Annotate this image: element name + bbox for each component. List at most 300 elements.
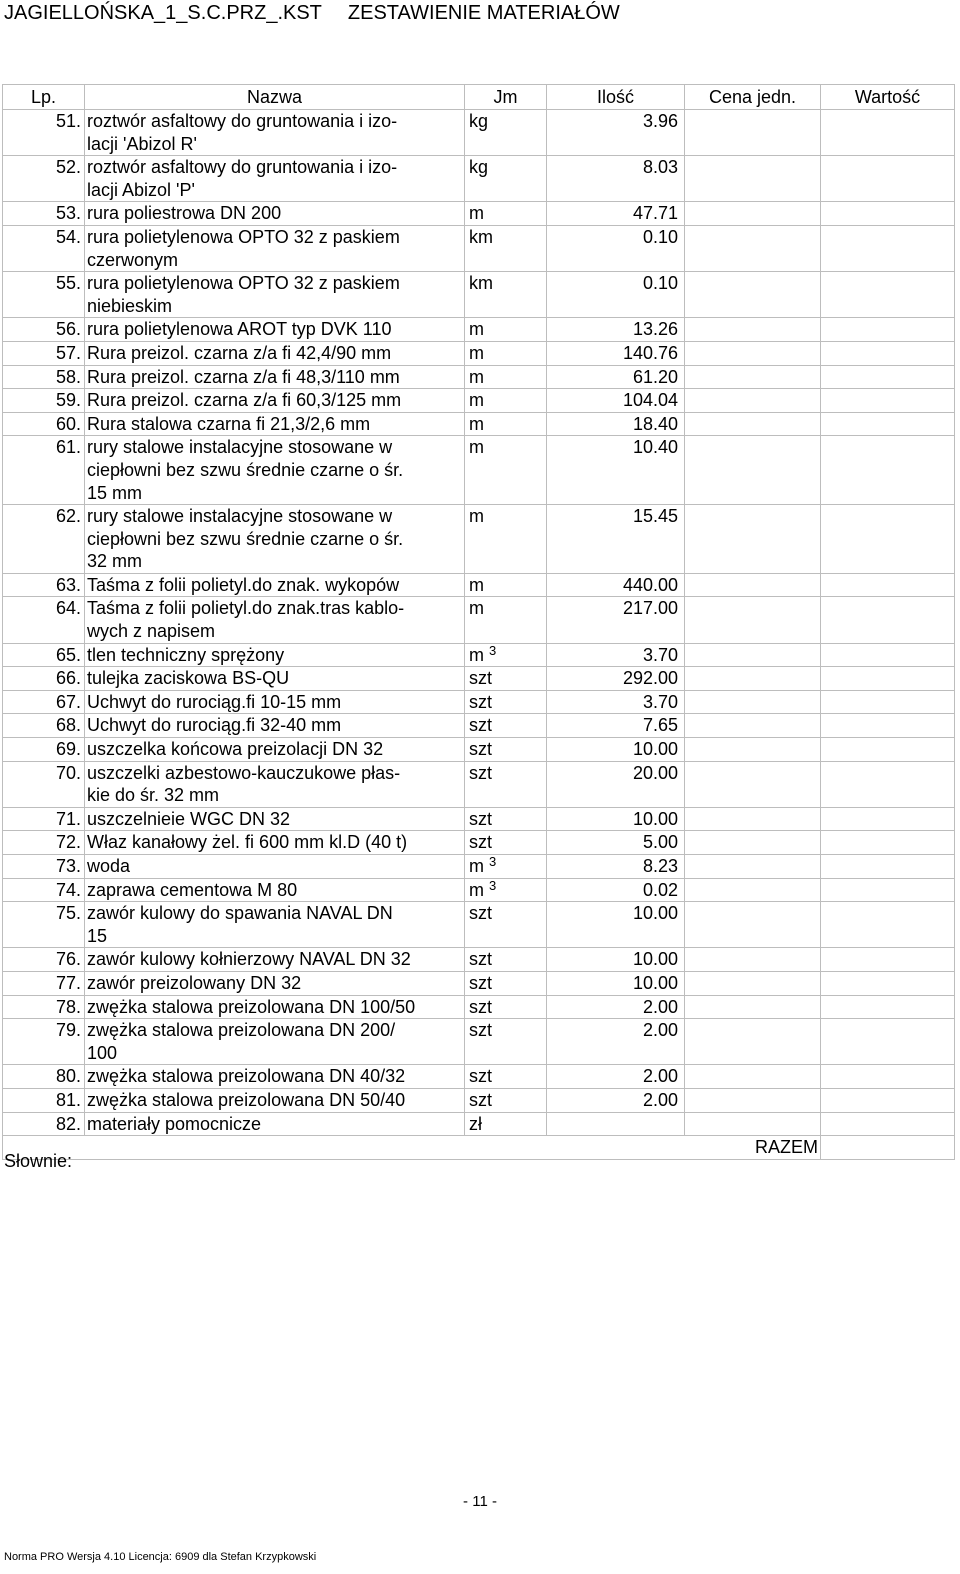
row-unit	[465, 667, 547, 691]
row-unit	[465, 389, 547, 413]
row-lp: 67.	[3, 690, 85, 714]
row-unit-exponent: 3	[489, 854, 497, 869]
table-row	[3, 341, 955, 365]
total-value	[821, 1136, 955, 1160]
row-name-line: zwężka stalowa preizolowana DN 200/	[87, 1020, 396, 1041]
page-number: - 11 -	[463, 1493, 497, 1510]
row-name	[85, 761, 465, 807]
row-unit	[465, 1088, 547, 1112]
table-row	[3, 110, 955, 156]
row-lp: 73.	[3, 855, 85, 879]
table-row	[3, 995, 955, 1019]
table-body	[3, 110, 955, 1136]
table-row	[3, 389, 955, 413]
row-lp: 78.	[3, 995, 85, 1019]
amount-in-words-label: Słownie:	[4, 1151, 73, 1171]
row-lp: 72.	[3, 831, 85, 855]
row-quantity: 47.71	[547, 202, 685, 226]
row-name	[85, 855, 465, 879]
row-value	[821, 436, 955, 505]
row-name-line: materiały pomocnicze	[87, 1113, 262, 1134]
row-name	[85, 110, 465, 156]
table-row	[3, 878, 955, 902]
column-header-lp: Lp.	[3, 85, 85, 110]
row-value	[821, 202, 955, 226]
row-quantity: 20.00	[547, 761, 685, 807]
row-value	[821, 738, 955, 762]
table-row	[3, 412, 955, 436]
table-row	[3, 1065, 955, 1089]
row-value	[821, 573, 955, 597]
row-lp: 56.	[3, 318, 85, 342]
row-value	[821, 597, 955, 643]
row-lp: 70.	[3, 761, 85, 807]
row-name	[85, 341, 465, 365]
row-name	[85, 643, 465, 667]
row-unit	[465, 1112, 547, 1136]
row-unit-price	[685, 318, 821, 342]
row-lp: 51.	[3, 110, 85, 156]
row-lp: 58.	[3, 365, 85, 389]
row-unit	[465, 272, 547, 318]
row-unit-price	[685, 156, 821, 202]
row-unit	[465, 690, 547, 714]
row-name	[85, 902, 465, 948]
row-unit-price	[685, 643, 821, 667]
row-name-line: tlen techniczny sprężony	[87, 644, 285, 665]
row-unit-price	[685, 807, 821, 831]
row-lp: 76.	[3, 948, 85, 972]
table-row	[3, 573, 955, 597]
row-quantity: 3.96	[547, 110, 685, 156]
row-name-line: woda	[87, 856, 131, 876]
row-quantity: 15.45	[547, 505, 685, 574]
row-value	[821, 389, 955, 413]
row-quantity: 292.00	[547, 667, 685, 691]
row-name	[85, 878, 465, 902]
row-name-line: rura polietylenowa AROT typ DVK 110	[87, 319, 392, 340]
table-row	[3, 831, 955, 855]
row-value	[821, 761, 955, 807]
row-lp: 77.	[3, 971, 85, 995]
row-name	[85, 436, 465, 505]
row-unit	[465, 365, 547, 389]
row-lp: 71.	[3, 807, 85, 831]
row-unit-text: kg	[469, 111, 489, 131]
row-name-line: Uchwyt do rurociąg.fi 10-15 mm	[87, 691, 342, 712]
table-row	[3, 714, 955, 738]
row-name	[85, 225, 465, 271]
row-value	[821, 412, 955, 436]
table-row	[3, 202, 955, 226]
row-quantity: 2.00	[547, 1019, 685, 1065]
row-name-line: Rura preizol. czarna z/a fi 48,3/110 mm	[87, 366, 400, 387]
row-quantity: 2.00	[547, 1088, 685, 1112]
row-quantity: 10.40	[547, 436, 685, 505]
row-unit-exponent: 3	[489, 642, 497, 658]
row-name	[85, 156, 465, 202]
file-name: JAGIELLOŃSKA_1_S.C.PRZ_.KST	[4, 2, 322, 24]
table-row	[3, 948, 955, 972]
row-quantity: 7.65	[547, 714, 685, 738]
row-unit-text: szt	[469, 1020, 493, 1041]
row-unit-text: szt	[469, 715, 493, 736]
row-quantity: 61.20	[547, 365, 685, 389]
row-quantity: 217.00	[547, 597, 685, 643]
row-unit-price	[685, 995, 821, 1019]
row-unit-text: km	[469, 226, 493, 247]
row-name-line: niebieskim	[87, 295, 173, 316]
row-unit-text: m	[469, 319, 484, 340]
row-name-line: Rura preizol. czarna z/a fi 60,3/125 mm	[87, 390, 402, 411]
row-unit-price	[685, 412, 821, 436]
row-unit-price	[685, 341, 821, 365]
row-lp: 57.	[3, 341, 85, 365]
row-unit-text: m	[469, 856, 484, 876]
row-name-line: rura poliestrowa DN 200	[87, 203, 282, 224]
row-unit-text: m	[469, 390, 484, 411]
row-lp: 68.	[3, 714, 85, 738]
row-unit-text: szt	[469, 949, 493, 970]
row-unit-text: szt	[469, 972, 493, 993]
row-unit	[465, 412, 547, 436]
table-row	[3, 807, 955, 831]
row-unit	[465, 202, 547, 226]
row-name-line: uszczelnieie WGC DN 32	[87, 808, 291, 829]
row-name-line: Taśma z folii polietyl.do znak. wykopów	[87, 574, 400, 595]
row-name	[85, 365, 465, 389]
row-unit-text: km	[469, 273, 493, 294]
row-lp: 64.	[3, 597, 85, 643]
column-header-qty: Ilość	[547, 85, 685, 110]
row-name-line: rury stalowe instalacyjne stosowane w	[87, 506, 393, 527]
row-name-line: Rura preizol. czarna z/a fi 42,4/90 mm	[87, 342, 392, 363]
row-unit	[465, 643, 547, 667]
row-name-line: lacji Abizol 'P'	[87, 179, 195, 200]
row-unit	[465, 341, 547, 365]
row-unit-price	[685, 855, 821, 879]
row-quantity: 0.02	[547, 878, 685, 902]
table-row	[3, 436, 955, 505]
row-quantity: 8.23	[547, 855, 685, 879]
row-lp: 79.	[3, 1019, 85, 1065]
row-name-line: zwężka stalowa preizolowana DN 100/50	[87, 996, 416, 1017]
row-unit-text: szt	[469, 739, 493, 760]
row-value	[821, 318, 955, 342]
row-name	[85, 1065, 465, 1089]
row-unit-text: szt	[469, 762, 493, 783]
row-name-line: zaprawa cementowa M 80	[87, 879, 298, 900]
row-value	[821, 365, 955, 389]
row-name-line: rura polietylenowa OPTO 32 z paskiem	[87, 226, 400, 247]
row-unit	[465, 110, 547, 156]
row-value	[821, 971, 955, 995]
row-unit-price	[685, 1112, 821, 1136]
row-lp: 53.	[3, 202, 85, 226]
row-value	[821, 878, 955, 902]
row-value	[821, 855, 955, 879]
row-quantity: 104.04	[547, 389, 685, 413]
row-unit	[465, 948, 547, 972]
row-lp: 60.	[3, 412, 85, 436]
row-name-line: uszczelki azbestowo-kauczukowe płas-	[87, 762, 401, 783]
row-name	[85, 831, 465, 855]
row-unit-price	[685, 225, 821, 271]
row-unit-text: szt	[469, 996, 493, 1017]
row-name-line: rury stalowe instalacyjne stosowane w	[87, 437, 393, 458]
row-value	[821, 690, 955, 714]
table-row	[3, 318, 955, 342]
row-lp: 62.	[3, 505, 85, 574]
document-header	[4, 0, 620, 26]
row-unit-price	[685, 761, 821, 807]
row-name	[85, 1019, 465, 1065]
table-row	[3, 272, 955, 318]
row-name-line: 15	[87, 925, 108, 946]
table-row	[3, 643, 955, 667]
row-unit-text: m	[469, 413, 484, 434]
row-quantity: 2.00	[547, 995, 685, 1019]
row-unit-price	[685, 971, 821, 995]
row-lp: 54.	[3, 225, 85, 271]
row-unit-price	[685, 505, 821, 574]
row-name-line: zwężka stalowa preizolowana DN 40/32	[87, 1066, 406, 1087]
row-name-line: Uchwyt do rurociąg.fi 32-40 mm	[87, 715, 342, 736]
row-unit-text: m	[469, 598, 484, 619]
row-quantity: 440.00	[547, 573, 685, 597]
table-row	[3, 902, 955, 948]
row-unit-text: szt	[469, 1089, 493, 1110]
row-unit-text: m	[469, 574, 484, 595]
row-quantity: 5.00	[547, 831, 685, 855]
row-quantity: 140.76	[547, 341, 685, 365]
table-row	[3, 690, 955, 714]
row-value	[821, 110, 955, 156]
row-unit-price	[685, 436, 821, 505]
row-lp: 65.	[3, 643, 85, 667]
row-unit	[465, 156, 547, 202]
row-unit-price	[685, 738, 821, 762]
row-lp: 82.	[3, 1112, 85, 1136]
row-lp: 66.	[3, 667, 85, 691]
row-value	[821, 995, 955, 1019]
row-unit-text: kg	[469, 157, 489, 178]
row-unit	[465, 505, 547, 574]
row-lp: 69.	[3, 738, 85, 762]
row-name	[85, 667, 465, 691]
row-unit	[465, 714, 547, 738]
row-value	[821, 1019, 955, 1065]
row-unit-text: m	[469, 437, 484, 458]
row-unit-price	[685, 878, 821, 902]
row-unit	[465, 1019, 547, 1065]
row-quantity: 18.40	[547, 412, 685, 436]
document-title: ZESTAWIENIE MATERIAŁÓW	[347, 2, 620, 24]
row-name	[85, 690, 465, 714]
row-lp: 59.	[3, 389, 85, 413]
row-quantity: 13.26	[547, 318, 685, 342]
row-unit-text: m	[469, 879, 484, 900]
row-unit-price	[685, 1065, 821, 1089]
row-unit-price	[685, 667, 821, 691]
row-value	[821, 667, 955, 691]
row-value	[821, 831, 955, 855]
row-name	[85, 505, 465, 574]
row-name-line: Właz kanałowy żel. fi 600 mm kl.D (40 t)	[87, 832, 408, 853]
row-unit	[465, 225, 547, 271]
row-name	[85, 807, 465, 831]
row-unit	[465, 1065, 547, 1089]
row-unit	[465, 902, 547, 948]
row-unit	[465, 573, 547, 597]
row-unit-price	[685, 902, 821, 948]
row-lp: 81.	[3, 1088, 85, 1112]
row-name-line: zawór kulowy do spawania NAVAL DN	[87, 903, 393, 924]
row-unit	[465, 761, 547, 807]
row-unit-price	[685, 1019, 821, 1065]
row-quantity: 3.70	[547, 690, 685, 714]
row-value	[821, 156, 955, 202]
row-name-line: Rura stalowa czarna fi 21,3/2,6 mm	[87, 413, 371, 434]
row-unit-price	[685, 389, 821, 413]
column-header-jm: Jm	[465, 85, 547, 110]
row-value	[821, 1112, 955, 1136]
row-name-line: ciepłowni bez szwu średnie czarne o śr.	[87, 528, 404, 549]
row-unit-text: m	[469, 342, 484, 363]
row-unit-price	[685, 202, 821, 226]
row-unit	[465, 807, 547, 831]
row-name-line: wych z napisem	[87, 621, 216, 642]
row-unit-text: m	[469, 203, 484, 224]
row-unit-price	[685, 597, 821, 643]
table-row	[3, 597, 955, 643]
row-value	[821, 505, 955, 574]
row-name-line: rura polietylenowa OPTO 32 z paskiem	[87, 273, 400, 294]
row-quantity: 10.00	[547, 807, 685, 831]
row-unit-price	[685, 690, 821, 714]
materials-table	[2, 84, 955, 1160]
row-value	[821, 714, 955, 738]
row-unit-text: zł	[469, 1113, 482, 1134]
row-quantity: 0.10	[547, 225, 685, 271]
row-lp: 52.	[3, 156, 85, 202]
row-value	[821, 807, 955, 831]
row-name-line: ciepłowni bez szwu średnie czarne o śr.	[87, 459, 404, 480]
row-name	[85, 971, 465, 995]
row-name	[85, 738, 465, 762]
row-lp: 74.	[3, 878, 85, 902]
table-row	[3, 667, 955, 691]
row-lp: 63.	[3, 573, 85, 597]
row-name-line: 32 mm	[87, 551, 143, 572]
table-row	[3, 738, 955, 762]
row-value	[821, 225, 955, 271]
row-name-line: czerwonym	[87, 249, 179, 270]
row-name	[85, 597, 465, 643]
table-row	[3, 156, 955, 202]
row-quantity: 10.00	[547, 738, 685, 762]
row-unit-text: szt	[469, 668, 493, 689]
row-unit	[465, 597, 547, 643]
row-unit-price	[685, 365, 821, 389]
row-unit-price	[685, 831, 821, 855]
row-name-line: tulejka zaciskowa BS-QU	[87, 668, 290, 689]
row-unit-text: szt	[469, 1066, 493, 1087]
row-unit-price	[685, 714, 821, 738]
row-quantity: 3.70	[547, 643, 685, 667]
row-name	[85, 389, 465, 413]
row-name-line: uszczelka końcowa preizolacji DN 32	[87, 739, 384, 760]
row-name-line: 15 mm	[87, 482, 143, 503]
column-header-name: Nazwa	[85, 85, 465, 110]
table-row	[3, 1112, 955, 1136]
table-row	[3, 971, 955, 995]
row-name-line: roztwór asfaltowy do gruntowania i izo-	[87, 111, 398, 131]
row-name	[85, 318, 465, 342]
row-unit	[465, 436, 547, 505]
table-row	[3, 365, 955, 389]
row-value	[821, 948, 955, 972]
row-quantity: 2.00	[547, 1065, 685, 1089]
row-value	[821, 341, 955, 365]
row-name-line: zwężka stalowa preizolowana DN 50/40	[87, 1089, 406, 1110]
total-label: RAZEM	[3, 1136, 821, 1160]
row-name-line: roztwór asfaltowy do gruntowania i izo-	[87, 157, 398, 178]
row-name	[85, 714, 465, 738]
row-unit	[465, 738, 547, 762]
row-quantity: 10.00	[547, 948, 685, 972]
row-value	[821, 1088, 955, 1112]
row-name-line: Taśma z folii polietyl.do znak.tras kablo-	[87, 598, 405, 619]
row-unit-price	[685, 948, 821, 972]
total-row	[3, 1136, 955, 1160]
row-name-line: 100	[87, 1042, 118, 1063]
column-header-price: Cena jedn.	[685, 85, 821, 110]
row-value	[821, 902, 955, 948]
row-quantity	[547, 1112, 685, 1136]
table-header-row	[3, 85, 955, 110]
footer-license-note: Norma PRO Wersja 4.10 Licencja: 6909 dla Stefan Krzypkowski	[4, 1551, 317, 1563]
row-name-line: zawór preizolowany DN 32	[87, 972, 302, 993]
row-value	[821, 1065, 955, 1089]
row-lp: 75.	[3, 902, 85, 948]
row-lp: 61.	[3, 436, 85, 505]
table-row	[3, 505, 955, 574]
row-unit-text: m	[469, 366, 484, 387]
row-name-line: lacji 'Abizol R'	[87, 133, 197, 154]
row-unit-text: szt	[469, 832, 493, 853]
row-unit	[465, 318, 547, 342]
row-name	[85, 1112, 465, 1136]
row-value	[821, 643, 955, 667]
row-name	[85, 573, 465, 597]
row-unit	[465, 971, 547, 995]
row-name	[85, 412, 465, 436]
table-row	[3, 1088, 955, 1112]
table-row	[3, 761, 955, 807]
row-unit-price	[685, 1088, 821, 1112]
row-lp: 80.	[3, 1065, 85, 1089]
column-header-value: Wartość	[821, 85, 955, 110]
table-row	[3, 1019, 955, 1065]
row-quantity: 8.03	[547, 156, 685, 202]
row-name	[85, 272, 465, 318]
row-unit-text: m	[469, 506, 484, 527]
row-unit	[465, 878, 547, 902]
row-quantity: 10.00	[547, 902, 685, 948]
row-quantity: 0.10	[547, 272, 685, 318]
row-unit-price	[685, 110, 821, 156]
